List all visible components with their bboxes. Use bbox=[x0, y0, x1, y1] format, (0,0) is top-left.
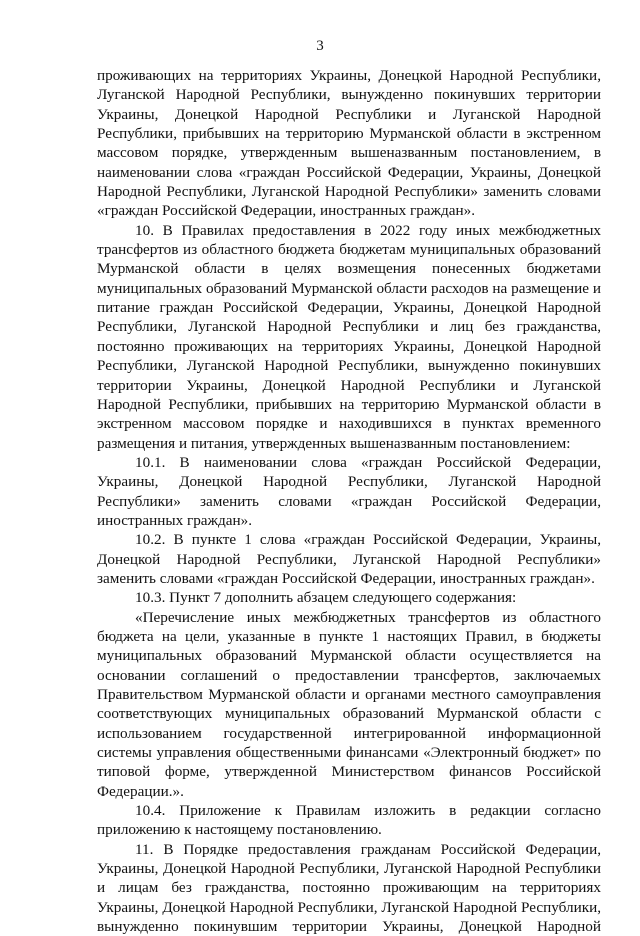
paragraph-item-10: 10. В Правилах предоставления в 2022 году иных межбюджетных трансфертов из областного бюджета бюджетам муниципальных образований Мурманской области в целях возмещения понесенных бюджетами муниципальных образований Мурманской области расходов на размещение и питание граждан Российской Федерации, Украины, Донецкой Народной Республики, Луганской Народной Республики и лиц без гражданства, постоянно проживающих на территориях Украины, Донецкой Народной Республики, Луганской Народной Республики, вынужденно покинувших территории Украины, Донецкой Народной Республики и Луганской Народной Республики, прибывших на территорию Мурманской области в экстренном массовом порядке и находившихся в пунктах временного размещения и питания, утвержденных вышеназванным постановлением: bbox=[97, 221, 601, 452]
paragraph-item-10-3: 10.3. Пункт 7 дополнить абзацем следующего содержания: bbox=[135, 589, 517, 607]
paragraph-continuation: проживающих на территориях Украины, Донецкой Народной Республики, Луганской Народной Республики, вынужденно покинувших территории Украины, Донецкой Народной Республики и Луганской Народной Республики, прибывших на территорию Мурманской области в экстренном массовом порядке, утвержденным вышеназванным постановлением, в наименовании слова «граждан Российской Федерации, Украины, Донецкой Народной Республики, Луганской Народной Республики» заменить словами «граждан Российской Федерации, иностранных граждан». bbox=[97, 67, 601, 220]
paragraph-item-10-1: 10.1. В наименовании слова «граждан Российской Федерации, Украины, Донецкой Народной Республики, Луганской Народной Республики» заменить словами «граждан Российской Федерации, иностранных граждан». bbox=[97, 453, 601, 529]
document-body bbox=[97, 66, 601, 936]
page-number: 3 bbox=[316, 38, 324, 54]
paragraph-quoted-addition: «Перечисление иных межбюджетных трансфертов из областного бюджета на цели, указанные в пункте 1 настоящих Правил, в бюджеты муниципальных образований Мурманской области осуществляется на основании соглашений о предоставлении трансфертов, заключаемых Правительством Мурманской области и органами местного самоуправления соответствующих муниципальных образований Мурманской области с использованием государственной интегрированной информационной системы управления общественными финансами «Электронный бюджет» по типовой форме, утвержденной Министерством финансов Российской Федерации.». bbox=[97, 608, 601, 800]
paragraph-item-10-2: 10.2. В пункте 1 слова «граждан Российской Федерации, Украины, Донецкой Народной Республики, Луганской Народной Республики» заменить словами «граждан Российской Федерации, иностранных граждан». bbox=[97, 531, 601, 587]
paragraph-item-10-4: 10.4. Приложение к Правилам изложить в редакции согласно приложению к настоящему постановлению. bbox=[97, 802, 601, 839]
paragraph-item-11: 11. В Порядке предоставления гражданам Российской Федерации, Украины, Донецкой Народной Республики, Луганской Народной Республики и лицам без гражданства, постоянно проживающим на территориях Украины, Донецкой Народной Республики, Луганской Народной Республики, вынужденно покинувшим территории Украины, Донецкой Народной bbox=[97, 840, 601, 936]
